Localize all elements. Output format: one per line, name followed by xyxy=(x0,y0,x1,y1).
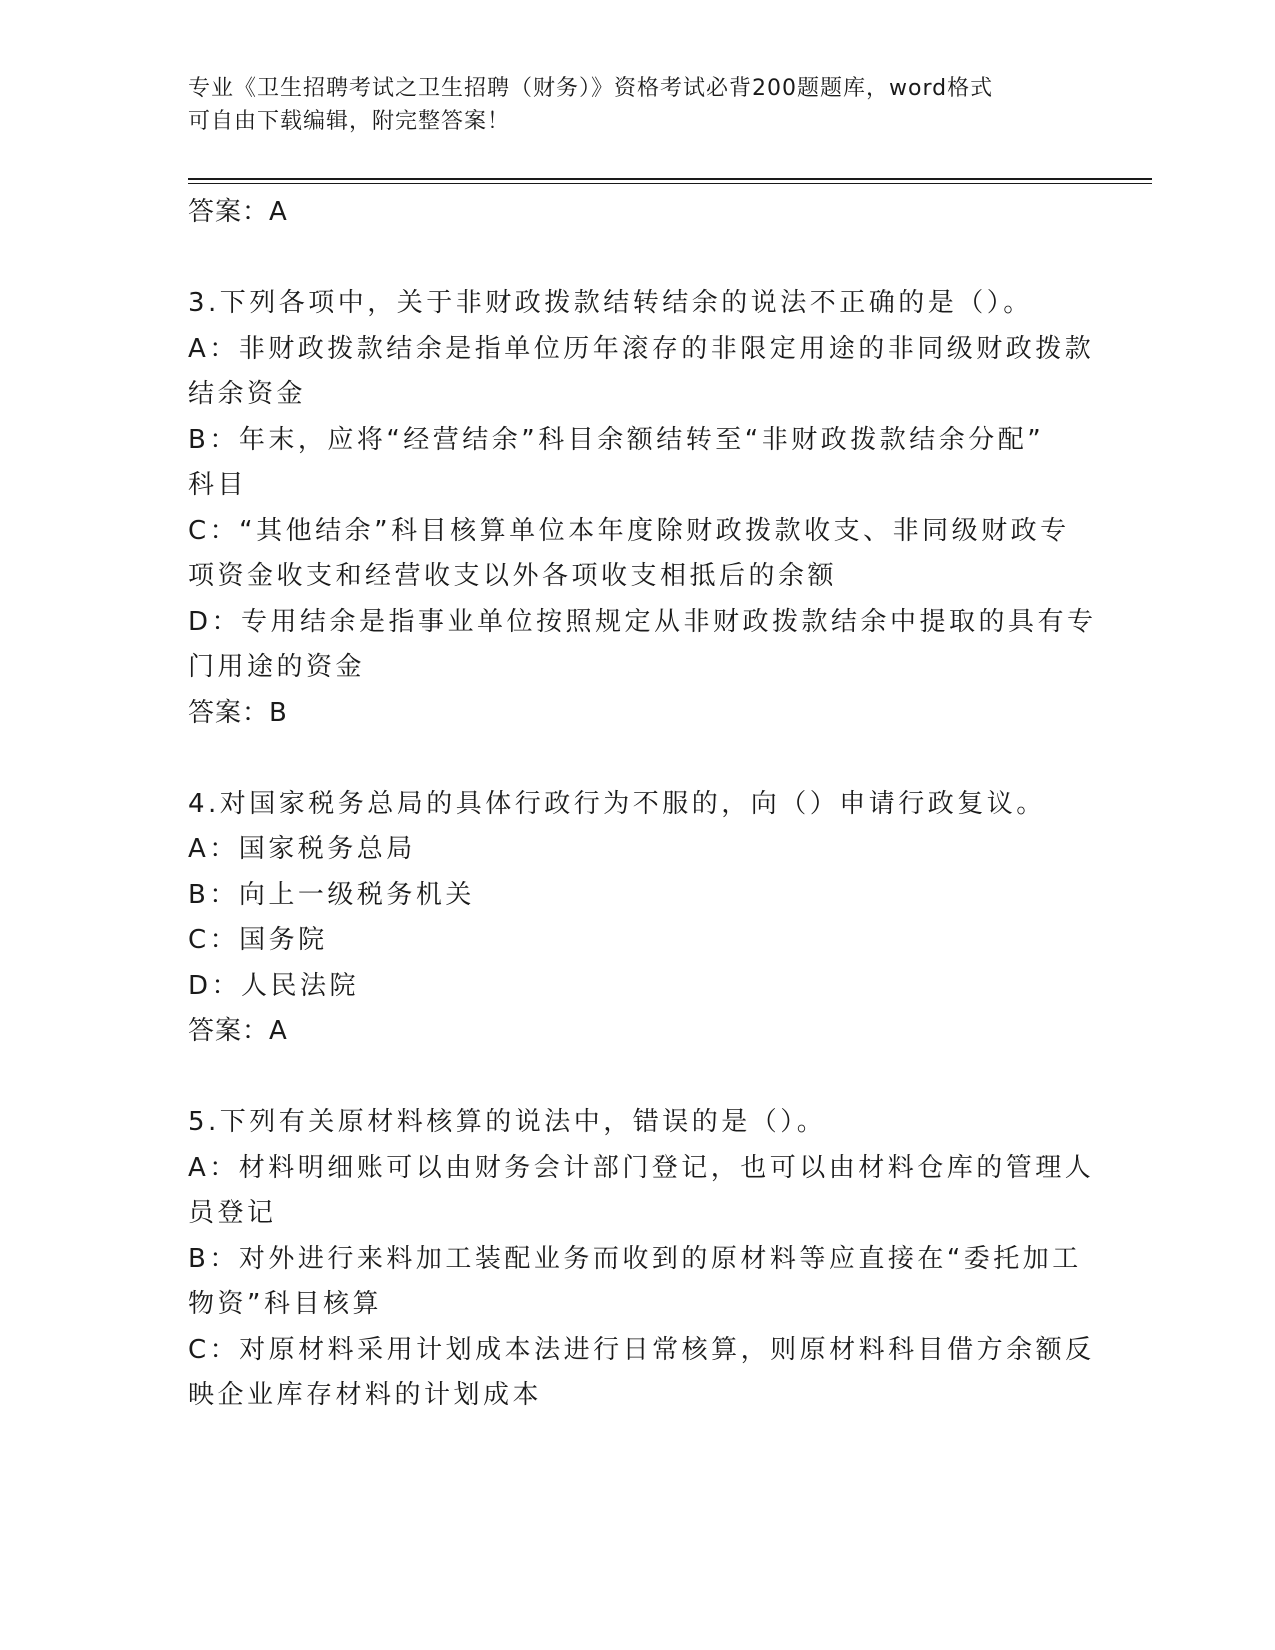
option-b: B：对外进行来料加工装配业务而收到的原材料等应直接在“委托加工 xyxy=(188,1243,1082,1274)
header-rule-thick xyxy=(188,178,1152,180)
question-stem: 4.对国家税务总局的具体行政行为不服的，向（）申请行政复议。 xyxy=(188,788,1046,819)
option-b: B：向上一级税务机关 xyxy=(188,879,475,910)
question-3 xyxy=(188,281,1097,736)
option-c: C：“其他结余”科目核算单位本年度除财政拨款收支、非同级财政专 xyxy=(188,515,1070,546)
question-stem: 3.下列各项中，关于非财政拨款结转结余的说法不正确的是（）。 xyxy=(188,288,1033,318)
answer-q3: 答案：B xyxy=(188,697,288,728)
answer-q4: 答案：A xyxy=(188,1016,288,1046)
option-b-cont: 物资”科目核算 xyxy=(188,1289,382,1319)
header-line-2: 可自由下载编辑，附完整答案！ xyxy=(188,109,511,134)
option-a-cont: 结余资金 xyxy=(188,379,307,409)
option-c-cont: 映企业库存材料的计划成本 xyxy=(188,1380,543,1410)
spacer xyxy=(188,236,1088,282)
option-c: C：国务院 xyxy=(188,925,328,955)
option-d: D：专用结余是指事业单位按照规定从非财政拨款结余中提取的具有专 xyxy=(188,606,1097,637)
answer-q2: 答案：A xyxy=(188,197,288,227)
header-rule-thin xyxy=(188,183,1152,184)
option-b: B：年末，应将“经营结余”科目余额结转至“非财政拨款结余分配” xyxy=(188,424,1045,455)
option-a: A：非财政拨款结余是指单位历年滚存的非限定用途的非同级财政拨款 xyxy=(188,333,1095,364)
spacer xyxy=(188,736,1088,782)
document-header xyxy=(188,72,1078,138)
option-d-cont: 门用途的资金 xyxy=(188,652,366,682)
option-a-cont: 员登记 xyxy=(188,1198,277,1228)
question-stem: 5.下列有关原材料核算的说法中，错误的是（）。 xyxy=(188,1107,827,1137)
question-4 xyxy=(188,782,1088,1055)
option-b-cont: 科目 xyxy=(188,470,248,500)
question-content xyxy=(188,190,1097,1419)
option-a: A：国家税务总局 xyxy=(188,834,416,864)
option-d: D：人民法院 xyxy=(188,970,360,1001)
option-a: A：材料明细账可以由财务会计部门登记，也可以由材料仓库的管理人 xyxy=(188,1152,1095,1183)
spacer xyxy=(188,1055,1088,1101)
option-c: C：对原材料采用计划成本法进行日常核算，则原材料科目借方余额反 xyxy=(188,1334,1095,1365)
question-5 xyxy=(188,1100,1095,1419)
option-c-cont: 项资金收支和经营收支以外各项收支相抵后的余额 xyxy=(188,561,838,591)
header-line-1: 专业《卫生招聘考试之卫生招聘（财务）》资格考试必背200题题库，word格式 xyxy=(188,76,994,101)
